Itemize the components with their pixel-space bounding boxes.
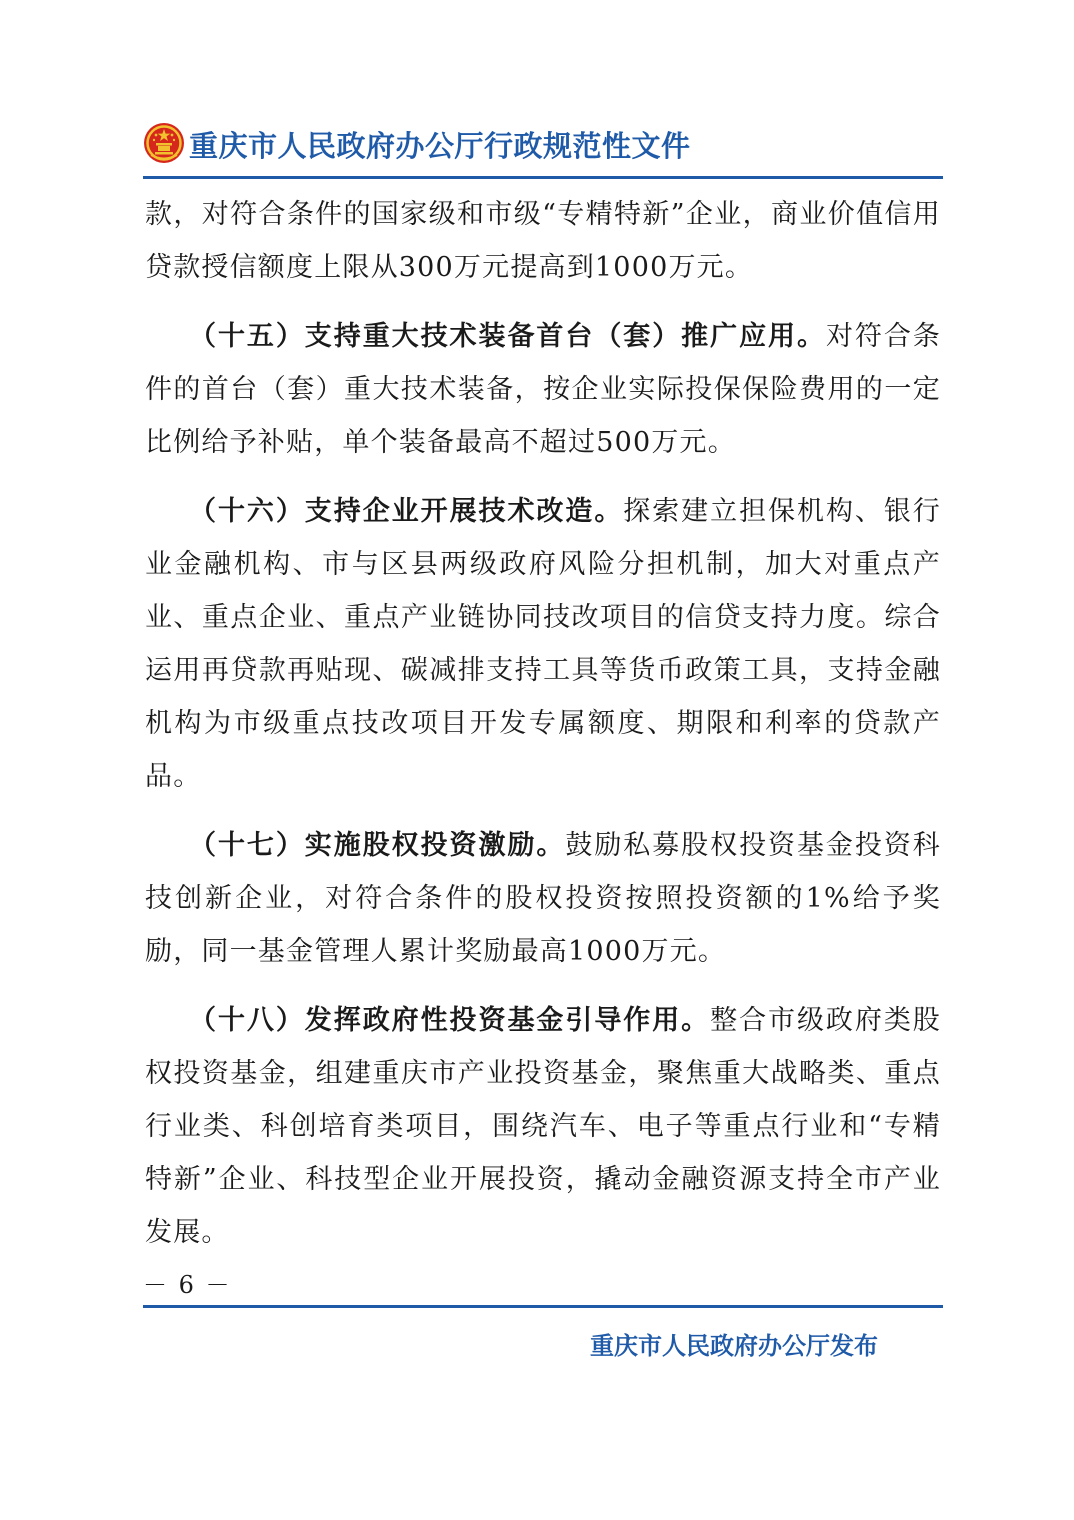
paragraph-item-18 [145,994,941,1259]
paragraph-text: 探索建立担保机构、银行业金融机构、市与区县两级政府风险分担机制，加大对重点产业、重点企业、重点产业链协同技改项目的信贷支持力度。综合运用再贷款再贴现、碳减排支持工具等货币政策工具，支持金融机构为市级重点技改项目开发专属额度、期限和利率的贷款产品。 [145,496,941,792]
header-divider [143,176,943,179]
paragraph-item-17 [145,819,941,978]
header-title: 重庆市人民政府办公厅行政规范性文件 [189,129,691,163]
paragraph-text: 对符合条件的首台（套）重大技术装备，按企业实际投保保险费用的一定比例给予补贴，单个装备最高不超过500万元。 [145,321,941,458]
paragraph-heading: （十八）发挥政府性投资基金引导作用。 [189,1005,711,1036]
document-body [145,188,941,1259]
paragraph-text: 款，对符合条件的国家级和市级“专精特新”企业，商业价值信用贷款授信额度上限从300万元提高到1000万元。 [145,199,941,283]
paragraph-item-15 [145,310,941,469]
document-header [143,118,943,174]
paragraph-text: 整合市级政府类股权投资基金，组建重庆市产业投资基金，聚焦重大战略类、重点行业类、科创培育类项目，围绕汽车、电子等重点行业和“专精特新”企业、科技型企业开展投资，撬动金融资源支持全市产业发展。 [145,1005,941,1248]
page-number: － 6 － [143,1271,232,1299]
paragraph-heading: （十七）实施股权投资激励。 [189,830,566,861]
paragraph-heading: （十五）支持重大技术装备首台（套）推广应用。 [189,321,826,352]
paragraph-text: 鼓励私募股权投资基金投资科技创新企业，对符合条件的股权投资按照投资额的1%给予奖励，同一基金管理人累计奖励最高1000万元。 [145,830,941,967]
footer-publisher: 重庆市人民政府办公厅发布 [590,1332,878,1360]
paragraph-continued [145,188,941,294]
national-emblem-icon [143,122,185,164]
paragraph-item-16 [145,485,941,803]
footer-divider [143,1305,943,1308]
paragraph-heading: （十六）支持企业开展技术改造。 [189,496,624,527]
